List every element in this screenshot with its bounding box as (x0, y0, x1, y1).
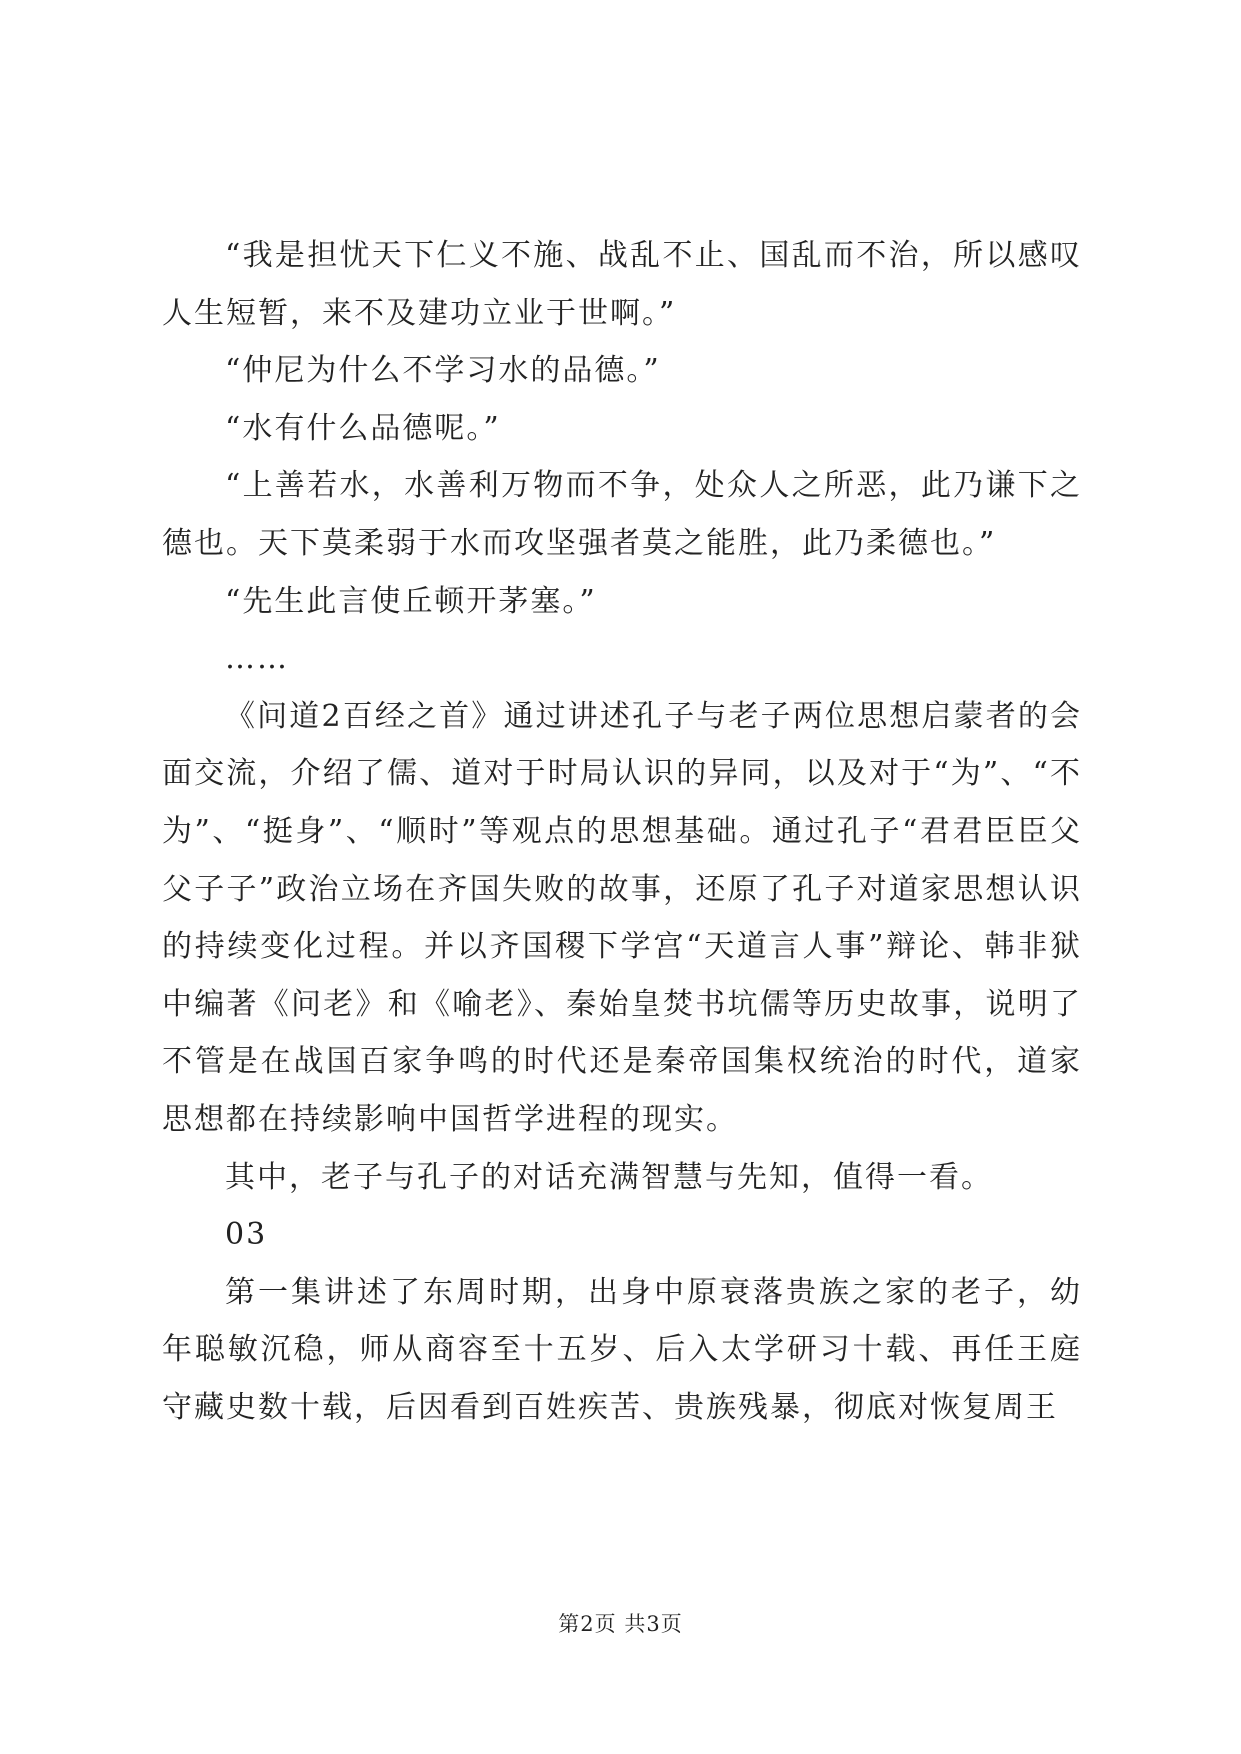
paragraph-dialogue-3: “水有什么品德呢。” (225, 410, 501, 446)
page-footer: 第2页 共3页 (558, 1612, 683, 1636)
paragraph-ellipsis: …… (225, 641, 289, 677)
paragraph-dialogue-1: “我是担忧天下仁义不施、战乱不止、国乱而不治，所以感叹人生短暂，来不及建功立业于世啊。” (162, 238, 1082, 331)
paragraph-dialogue-2: “仲尼为什么不学习水的品德。” (225, 353, 661, 389)
paragraph-conclusion: 其中，老子与孔子的对话充满智慧与先知，值得一看。 (225, 1159, 993, 1195)
paragraph-episode-one: 第一集讲述了东周时期，出身中原衰落贵族之家的老子，幼年聪敏沉稳，师从商容至十五岁、后入太学研习十载、再任王庭守藏史数十载，后因看到百姓疾苦、贵族残暴，彻底对恢复周王 (162, 1274, 1082, 1425)
section-number: 03 (225, 1217, 268, 1253)
document-body (162, 227, 1082, 1436)
paragraph-dialogue-4: “上善若水，水善利万物而不争，处众人之所恶，此乃谦下之德也。天下莫柔弱于水而攻坚强者莫之能胜，此乃柔德也。” (162, 468, 1082, 561)
paragraph-summary: 《问道2百经之首》通过讲述孔子与老子两位思想启蒙者的会面交流，介绍了儒、道对于时局认识的异同，以及对于“为”、“不为”、“挺身”、“顺时”等观点的思想基础。通过孔子“君君臣臣父父子子”政治立场在齐国失败的故事，还原了孔子对道家思想认识的持续变化过程。并以齐国稷下学宫“天道言人事”辩论、韩非狱中编著《问老》和《喻老》、秦始皇焚书坑儒等历史故事，说明了不管是在战国百家争鸣的时代还是秦帝国集权统治的时代，道家思想都在持续影响中国哲学进程的现实。 (162, 698, 1082, 1137)
paragraph-dialogue-5: “先生此言使丘顿开茅塞。” (225, 583, 597, 619)
